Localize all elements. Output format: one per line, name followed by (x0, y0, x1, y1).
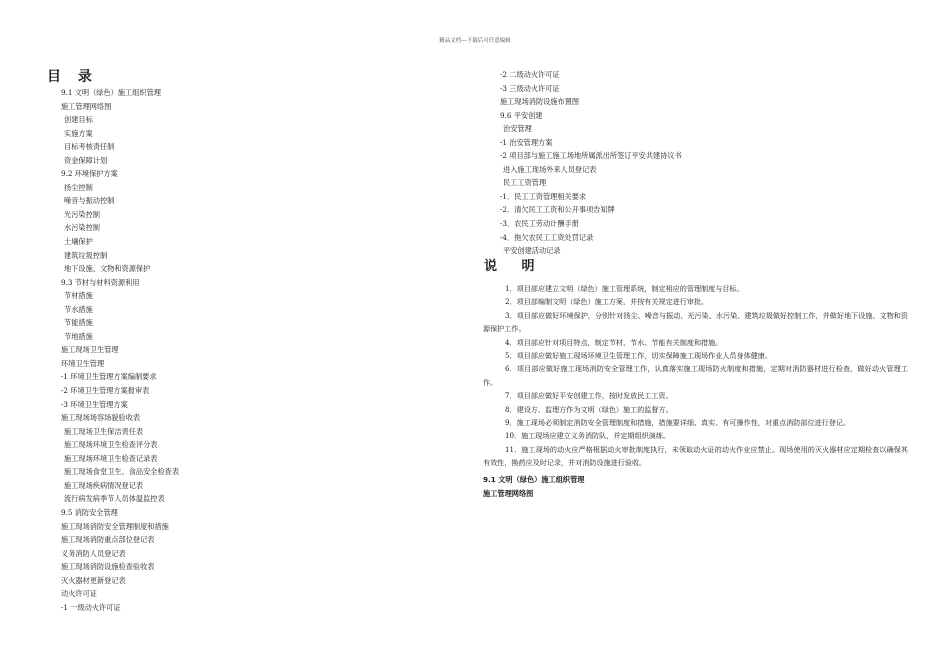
toc-entry: -1 环境卫生管理方案编制要求 (61, 372, 157, 382)
toc-entry: -3 环境卫生管理方案 (61, 399, 128, 409)
toc-entry: 9.6 平安创建 (500, 110, 543, 120)
note-item: 1．项目部应建立文明（绿色）施工管理系统，制定相应的管理制度与目标。 (505, 284, 744, 293)
toc-entry: -1 一级动火许可证 (61, 602, 121, 612)
toc-entry: 流行病发病季节人员体温监控表 (64, 494, 165, 504)
toc-entry: 噪音与振动控制 (64, 196, 115, 206)
toc-entry: 地下设施、文物和资源保护 (64, 264, 151, 274)
note-item: 5．项目部应做好施工现场环境卫生管理工作，切实保障施工现场作业人员身体健康。 (505, 351, 772, 361)
note-item: 9．施工现场必须制定消防安全管理制度和措施，措施要详细、真实、有可操作性，对重点消防部位进行登记。 (505, 418, 851, 428)
toc-entry: 义务消防人员登记表 (61, 548, 126, 558)
toc-entry: -1．民工工资管理相关要求 (500, 191, 587, 201)
toc-entry: 施工现场卫生管理 (61, 345, 119, 355)
toc-entry: -2 项目部与施工施工场地所属派出所签订平安共建协议书 (500, 151, 682, 161)
toc-entry: 施工现场环境卫生检查评分表 (64, 440, 158, 450)
toc-entry: 治安管理 (503, 124, 532, 134)
toc-entry: 施工现场卫生保洁责任表 (64, 426, 144, 436)
note-item: 2．项目部编制文明（绿色）施工方案，并按有关规定进行审批。 (505, 297, 709, 307)
toc-entry: 民工工资管理 (503, 178, 547, 188)
toc-entry: 灭火器材更新登记表 (61, 575, 126, 585)
toc-entry: -2 环境卫生管理方案报审表 (61, 386, 150, 396)
toc-entry: 环境卫生管理 (61, 358, 105, 368)
toc-entry: -3 三级动火许可证 (500, 83, 560, 93)
toc-entry: 进入施工现场外来人员登记表 (503, 164, 597, 174)
note-item: 7．项目部应做好平安创建工作，按时发放民工工资。 (505, 391, 673, 401)
toc-entry: 建筑垃圾控制 (64, 250, 108, 260)
toc-entry: 施工现场场容场貌验收表 (61, 413, 141, 423)
section-heading: 9.1 文明（绿色）施工组织管理 (483, 475, 585, 484)
toc-entry: -4．拖欠农民工工资处罚记录 (500, 232, 594, 242)
toc-entry: 资金保障计划 (64, 155, 108, 165)
toc-entry: 节材措施 (64, 291, 93, 301)
toc-entry: 水污染控制 (64, 223, 100, 233)
toc-list-right (500, 68, 682, 258)
toc-entry: 光污染控制 (64, 209, 100, 219)
toc-entry: 施工现场消防安全管理制度和措施 (61, 521, 169, 531)
notes-body (483, 282, 908, 470)
toc-entry: -3．农民工劳动计酬手册 (500, 219, 579, 229)
toc-entry: 节水措施 (64, 304, 93, 314)
note-item: 3．项目部应做好环境保护，分别针对扬尘、噪音与振动、光污染、水污染、建筑垃圾做好控制工作，并做好地下设施、文物和资源保护工作。 (483, 310, 908, 334)
note-item: 6．项目部应做好施工现场消防安全管理工作，认真落实施工现场防火制度和措施，定期对消防器材进行检查，做好动火管理工作。 (483, 364, 908, 387)
toc-entry: 施工现场疾病情况登记表 (64, 480, 144, 490)
toc-entry: 9.3 节材与材料资源利用 (61, 277, 140, 287)
toc-entry: 土壤保护 (64, 237, 93, 247)
page-header-note: 精品文档---下载后可任意编辑 (439, 38, 511, 44)
notes-title: 说 明 (484, 259, 545, 274)
toc-title: 目 录 (47, 69, 98, 85)
toc-entry: 实施方案 (64, 128, 93, 138)
toc-entry: 施工现场环境卫生检查记录表 (64, 453, 158, 463)
toc-entry: -2 二级动火许可证 (500, 70, 560, 79)
note-item: 4．项目部应针对项目特点，制定节材、节水、节能有关制度和措施。 (505, 337, 723, 347)
toc-entry: 施工现场消防重点部位登记表 (61, 535, 155, 545)
note-item: 10．施工现场应建立义务消防队，并定期组织演练。 (505, 431, 671, 441)
toc-entry: 动火许可证 (61, 589, 97, 599)
toc-entry: 平安创建活动记录 (503, 246, 561, 256)
toc-entry: 目标考核责任制 (64, 142, 115, 152)
subsection-heading: 施工管理网络图 (483, 489, 534, 498)
toc-entry: 施工管理网络图 (61, 101, 112, 111)
toc-entry: -2．清欠民工工资和公开事项告知牌 (500, 205, 615, 215)
note-item: 11．施工现场的动火应严格根据动火审批制度执行，未领取动火证的动火作业应禁止。现场使用的灭火器材应定期检查以确保其有效性，换药应及时记录，并对消防设施进行验收。 (483, 444, 908, 468)
toc-entry: 9.5 消防安全管理 (61, 507, 118, 517)
toc-entry: 施工现场消防设施布置图 (500, 97, 580, 107)
toc-entry: 创建目标 (64, 115, 93, 125)
toc-list-left (61, 86, 179, 614)
toc-entry: 施工现场食堂卫生、食品安全检查表 (64, 467, 180, 477)
toc-entry: -1 治安管理方案 (500, 137, 553, 147)
toc-entry: 9.2 环境保护方案 (61, 169, 118, 179)
toc-entry: 节能措施 (64, 318, 93, 328)
toc-entry: 9.1 文明（绿色）施工组织管理 (61, 88, 161, 97)
toc-entry: 节地措施 (64, 331, 93, 341)
toc-entry: 施工现场消防设施检查验收表 (61, 562, 155, 572)
toc-entry: 扬尘控制 (64, 182, 93, 192)
note-item: 8．建设方、监理方作为文明（绿色）施工的监督方。 (505, 404, 673, 414)
